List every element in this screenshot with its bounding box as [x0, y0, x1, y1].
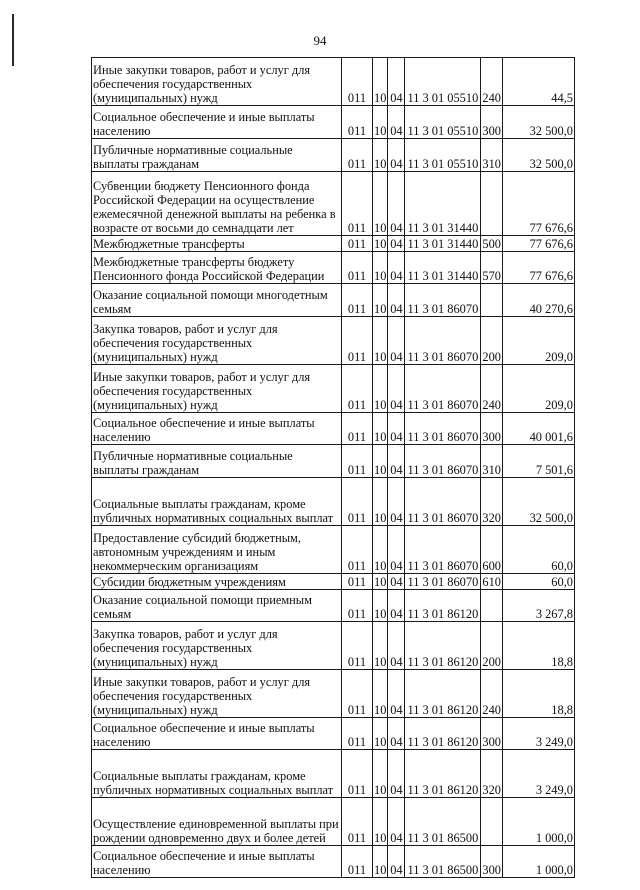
target-article-code: 11 3 01 86120: [405, 750, 481, 798]
target-article-code: 11 3 01 86500: [405, 846, 481, 878]
amount: 18,8: [502, 670, 574, 718]
subsection-code: 04: [388, 317, 405, 365]
amount: 40 001,6: [502, 413, 574, 445]
table-row: [92, 317, 575, 365]
subsection-code: 04: [388, 750, 405, 798]
row-description: Иные закупки товаров, работ и услуг для обеспечения государственных (муниципальных) нужд: [92, 670, 342, 718]
expense-type-code: 600: [481, 526, 503, 574]
amount: 3 249,0: [502, 718, 574, 750]
amount: 60,0: [502, 526, 574, 574]
section-code: 10: [373, 750, 388, 798]
expense-type-code: 300: [481, 846, 503, 878]
target-article-code: 11 3 01 86070: [405, 574, 481, 590]
ministry-code: 011: [342, 478, 373, 526]
table-row: [92, 413, 575, 445]
table-row: [92, 526, 575, 574]
ministry-code: 011: [342, 526, 373, 574]
amount: 77 676,6: [502, 172, 574, 236]
target-article-code: 11 3 01 86070: [405, 445, 481, 478]
subsection-code: 04: [388, 478, 405, 526]
row-description: Предоставление субсидий бюджетным, автономным учреждениям и иным некоммерческим организациям: [92, 526, 342, 574]
target-article-code: 11 3 01 86500: [405, 798, 481, 846]
target-article-code: 11 3 01 05510: [405, 58, 481, 106]
ministry-code: 011: [342, 172, 373, 236]
target-article-code: 11 3 01 86120: [405, 718, 481, 750]
section-code: 10: [373, 58, 388, 106]
expense-type-code: 570: [481, 252, 503, 284]
amount: 32 500,0: [502, 106, 574, 139]
section-code: 10: [373, 590, 388, 622]
row-description: Осуществление единовременной выплаты при рождении одновременно двух и более детей: [92, 798, 342, 846]
subsection-code: 04: [388, 365, 405, 413]
table-row: [92, 750, 575, 798]
subsection-code: 04: [388, 284, 405, 317]
row-description: Социальное обеспечение и иные выплаты населению: [92, 718, 342, 750]
row-description: Социальное обеспечение и иные выплаты населению: [92, 413, 342, 445]
amount: 77 676,6: [502, 236, 574, 252]
row-description: Социальные выплаты гражданам, кроме публичных нормативных социальных выплат: [92, 750, 342, 798]
ministry-code: 011: [342, 718, 373, 750]
expense-type-code: 500: [482, 237, 501, 251]
target-article-code: 11 3 01 31440: [405, 252, 481, 284]
page-number: 94: [313, 33, 327, 48]
table-row: [92, 172, 575, 236]
target-article-code: 11 3 01 86120: [405, 590, 481, 622]
row-description: Иные закупки товаров, работ и услуг для обеспечения государственных (муниципальных) нужд: [92, 58, 342, 106]
table-row: [92, 236, 575, 252]
row-description: Межбюджетные трансферты бюджету Пенсионного фонда Российской Федерации: [92, 252, 342, 284]
target-article-code: 11 3 01 05510: [405, 139, 481, 172]
subsection-code: 04: [388, 139, 405, 172]
amount: 1 000,0: [502, 846, 574, 878]
expense-type-code: 200: [481, 317, 503, 365]
target-article-code: 11 3 01 86070: [405, 413, 481, 445]
table-row: [92, 798, 575, 846]
subsection-code: 04: [388, 445, 405, 478]
row-description: Социальное обеспечение и иные выплаты населению: [92, 846, 342, 878]
table-row: [92, 284, 575, 317]
subsection-code: 04: [388, 172, 405, 236]
ministry-code: 011: [342, 252, 373, 284]
ministry-code: 011: [342, 590, 373, 622]
amount: 18,8: [502, 622, 574, 670]
table-row: [92, 58, 575, 106]
ministry-code: 011: [342, 750, 373, 798]
expense-type-code: 300: [481, 718, 503, 750]
table-row: [92, 478, 575, 526]
row-description: Закупка товаров, работ и услуг для обеспечения государственных (муниципальных) нужд: [92, 317, 342, 365]
subsection-code: 04: [388, 846, 405, 878]
ministry-code: 011: [342, 846, 373, 878]
ministry-code: 011: [342, 284, 373, 317]
table-row: [92, 846, 575, 878]
expense-type-code: [481, 590, 503, 622]
ministry-code: 011: [342, 798, 373, 846]
ministry-code: 011: [342, 236, 373, 252]
section-code: 10: [374, 237, 387, 251]
target-article-code: 11 3 01 31440: [405, 236, 481, 252]
row-description: Оказание социальной помощи многодетным семьям: [92, 284, 342, 317]
expense-type-code: 610: [482, 575, 501, 589]
ministry-code: 011: [342, 365, 373, 413]
target-article-code: 11 3 01 86070: [405, 317, 481, 365]
amount: 44,5: [502, 58, 574, 106]
amount: 77 676,6: [502, 252, 574, 284]
amount: 3 249,0: [502, 750, 574, 798]
ministry-code: 011: [342, 106, 373, 139]
section-code: 10: [373, 139, 388, 172]
amount: 60,0: [502, 574, 574, 590]
section-code: 10: [373, 670, 388, 718]
amount: 32 500,0: [502, 478, 574, 526]
table-row: [92, 574, 575, 590]
subsection-code: 04: [388, 590, 405, 622]
table-row: [92, 106, 575, 139]
expense-type-code: [481, 284, 503, 317]
table-row: [92, 365, 575, 413]
subsection-code: 04: [388, 670, 405, 718]
subsection-code: 04: [388, 236, 405, 252]
subsection-code: 04: [388, 622, 405, 670]
row-description: Оказание социальной помощи приемным семьям: [92, 590, 342, 622]
section-code: 10: [374, 575, 387, 589]
row-description: Субвенции бюджету Пенсионного фонда Российской Федерации на осуществление ежемесячной денежной выплаты на ребенка в возрасте от восьми до семнадцати лет: [92, 172, 342, 236]
section-code: 10: [373, 317, 388, 365]
target-article-code: 11 3 01 05510: [405, 106, 481, 139]
expense-type-code: 240: [481, 670, 503, 718]
amount: 40 270,6: [502, 284, 574, 317]
section-code: 10: [373, 622, 388, 670]
amount: 32 500,0: [502, 139, 574, 172]
subsection-code: 04: [388, 413, 405, 445]
section-code: 10: [373, 478, 388, 526]
amount: 1 000,0: [502, 798, 574, 846]
ministry-code: 011: [342, 445, 373, 478]
row-description: Социальное обеспечение и иные выплаты населению: [92, 106, 342, 139]
expense-type-code: [481, 172, 503, 236]
budget-table: [91, 57, 575, 878]
section-code: 10: [373, 172, 388, 236]
row-description: Публичные нормативные социальные выплаты гражданам: [92, 445, 342, 478]
table-row: [92, 139, 575, 172]
row-description: Социальные выплаты гражданам, кроме публичных нормативных социальных выплат: [92, 478, 342, 526]
table-row: [92, 670, 575, 718]
target-article-code: 11 3 01 86070: [405, 365, 481, 413]
table-row: [92, 252, 575, 284]
section-code: 10: [373, 846, 388, 878]
table-row: [92, 445, 575, 478]
expense-type-code: 310: [481, 139, 503, 172]
subsection-code: 04: [388, 718, 405, 750]
expense-type-code: 300: [481, 413, 503, 445]
row-description: Иные закупки товаров, работ и услуг для обеспечения государственных (муниципальных) нужд: [92, 365, 342, 413]
amount: 7 501,6: [502, 445, 574, 478]
ministry-code: 011: [342, 413, 373, 445]
section-code: 10: [373, 798, 388, 846]
expense-type-code: [481, 798, 503, 846]
ministry-code: 011: [342, 622, 373, 670]
table-row: [92, 590, 575, 622]
target-article-code: 11 3 01 86070: [405, 526, 481, 574]
expense-type-code: 300: [481, 106, 503, 139]
section-code: 10: [373, 718, 388, 750]
target-article-code: 11 3 01 86120: [405, 622, 481, 670]
subsection-code: 04: [388, 574, 405, 590]
target-article-code: 11 3 01 86120: [405, 670, 481, 718]
row-description: Публичные нормативные социальные выплаты гражданам: [92, 139, 342, 172]
amount: 3 267,8: [502, 590, 574, 622]
expense-type-code: 320: [481, 478, 503, 526]
ministry-code: 011: [342, 139, 373, 172]
section-code: 10: [373, 106, 388, 139]
section-code: 10: [373, 413, 388, 445]
expense-type-code: 240: [481, 365, 503, 413]
subsection-code: 04: [388, 252, 405, 284]
target-article-code: 11 3 01 86070: [405, 284, 481, 317]
section-code: 10: [373, 445, 388, 478]
subsection-code: 04: [388, 106, 405, 139]
section-code: 10: [373, 526, 388, 574]
section-code: 10: [373, 252, 388, 284]
table-row: [92, 622, 575, 670]
amount: 209,0: [502, 365, 574, 413]
row-description: Закупка товаров, работ и услуг для обеспечения государственных (муниципальных) нужд: [92, 622, 342, 670]
ministry-code: 011: [342, 670, 373, 718]
row-description: Субсидии бюджетным учреждениям: [92, 574, 342, 590]
table-body: [92, 58, 575, 878]
ministry-code: 011: [342, 317, 373, 365]
target-article-code: 11 3 01 86070: [405, 478, 481, 526]
amount: 209,0: [502, 317, 574, 365]
target-article-code: 11 3 01 31440: [405, 172, 481, 236]
subsection-code: 04: [388, 798, 405, 846]
row-description: Межбюджетные трансферты: [92, 236, 342, 252]
expense-type-code: 320: [481, 750, 503, 798]
section-code: 10: [373, 365, 388, 413]
ministry-code: 011: [342, 574, 373, 590]
subsection-code: 04: [388, 526, 405, 574]
table-row: [92, 718, 575, 750]
section-code: 10: [373, 284, 388, 317]
expense-type-code: 200: [481, 622, 503, 670]
expense-type-code: 310: [481, 445, 503, 478]
ministry-code: 011: [342, 58, 373, 106]
expense-type-code: 240: [481, 58, 503, 106]
subsection-code: 04: [388, 58, 405, 106]
